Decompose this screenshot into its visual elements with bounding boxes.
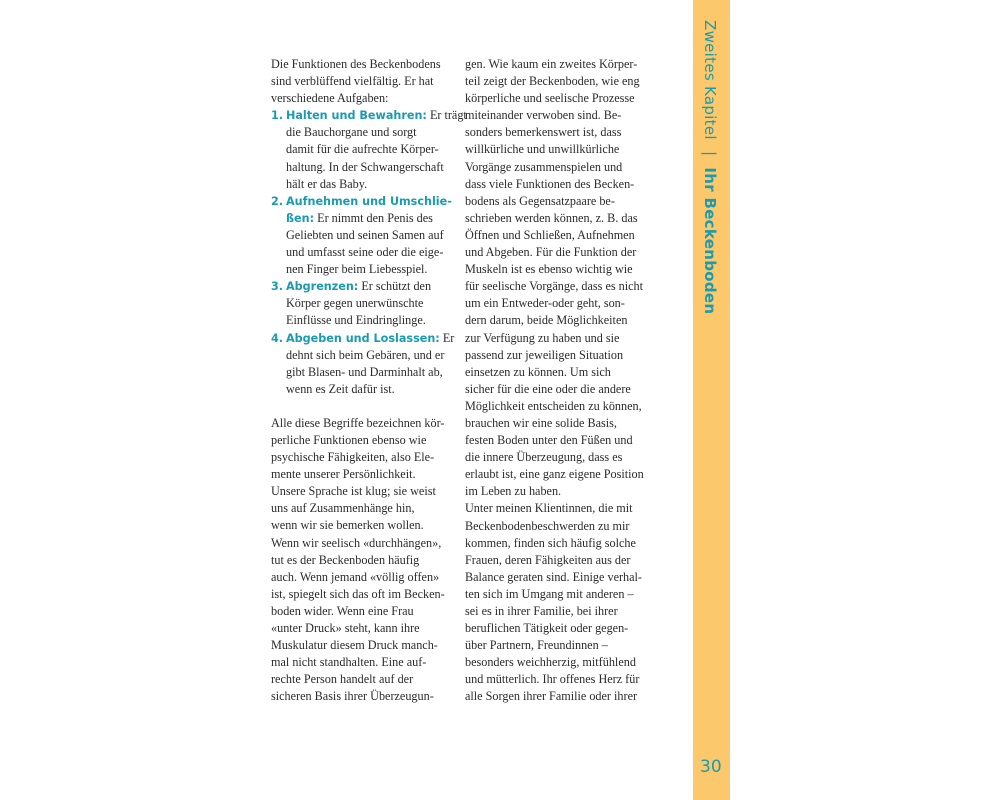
- chapter-title: Ihr Beckenboden: [701, 167, 719, 315]
- chapter-heading: [701, 20, 719, 314]
- text-line: rechte Person handelt auf der: [271, 672, 414, 687]
- text-line: mente unserer Persönlichkeit.: [271, 467, 416, 482]
- text-line: haltung. In der Schwangerschaft: [286, 159, 444, 174]
- text-line: Muskeln ist es ebenso wichtig wie: [465, 262, 633, 277]
- text-line: Geliebten und seinen Samen auf: [286, 227, 444, 242]
- text-line: Beckenbodenbeschwerden zu mir: [465, 518, 630, 533]
- text-line: im Leben zu haben.: [465, 484, 562, 499]
- text-line: hält er das Baby.: [286, 176, 368, 191]
- chapter-separator: |: [701, 150, 719, 157]
- text-line: Vorgänge zusammenspielen und: [465, 159, 623, 174]
- text-line: gen. Wie kaum ein zweites Körper-: [465, 57, 638, 71]
- text-line: körperliche und seelische Prozesse: [465, 91, 635, 106]
- text-line: uns auf Zusammenhänge hin,: [271, 501, 415, 516]
- text-line: Die Funktionen des Beckenbodens: [271, 57, 441, 71]
- text-line: und Abgeben. Für die Funktion der: [465, 245, 637, 260]
- text-line: auch. Wenn jemand «völlig offen»: [271, 569, 440, 584]
- text-line: sicher für die eine oder die andere: [465, 381, 631, 396]
- text-line: um ein Entweder-oder geht, son-: [465, 296, 625, 311]
- text-line: Frauen, deren Fähigkeiten aus der: [465, 552, 631, 567]
- list-item-4: [271, 330, 461, 347]
- text-line: Balance geraten sind. Einige verhal-: [465, 569, 642, 584]
- text-line: wenn wir sie bemerken wollen.: [271, 518, 424, 533]
- list-text: Er nimmt den Penis des: [314, 210, 433, 225]
- text-line: kommen, finden sich häufig solche: [465, 535, 636, 550]
- text-line: und umfasst seine oder die eige-: [286, 245, 444, 260]
- list-text: Er schützt den: [358, 279, 432, 294]
- text-line: gibt Blasen- und Darminhalt ab,: [286, 364, 443, 379]
- text-line: [271, 210, 461, 227]
- text-line: miteinander verwoben sind. Be-: [465, 108, 622, 123]
- text-line: dass viele Funktionen des Becken-: [465, 176, 635, 191]
- text-line: erlaubt ist, eine ganz eigene Position: [465, 467, 644, 482]
- text-line: Einflüsse und Eindringlinge.: [286, 313, 426, 328]
- text-line: tut es der Beckenboden häufig: [271, 552, 420, 567]
- list-heading: Halten und Bewahren:: [286, 109, 427, 123]
- text-line: nen Finger beim Liebesspiel.: [286, 262, 428, 277]
- list-item-2: [271, 193, 461, 210]
- text-line: dehnt sich beim Gebären, und er: [286, 347, 445, 362]
- text-line: damit für die aufrechte Körper-: [286, 142, 439, 157]
- text-line: teil zeigt der Beckenboden, wie eng: [465, 74, 640, 89]
- text-line: brauchen wir eine solide Basis,: [465, 415, 617, 430]
- list-heading: Abgeben und Loslassen:: [286, 331, 440, 345]
- text-line: festen Boden unter den Füßen und: [465, 433, 633, 448]
- list-number: 2.: [271, 194, 284, 208]
- text-line: perliche Funktionen ebenso wie: [271, 432, 427, 447]
- text-line: die innere Überzeugung, dass es: [465, 450, 623, 465]
- text-column-left: [271, 56, 467, 705]
- text-line: alle Sorgen ihrer Familie oder ihrer: [465, 689, 638, 704]
- text-line: Muskulatur diesem Druck manch-: [271, 638, 438, 653]
- list-item-3: [271, 278, 461, 295]
- text-line: einsetzen zu können. Um sich: [465, 364, 611, 379]
- text-line: schrieben werden können, z. B. das: [465, 210, 638, 225]
- list-number: 4.: [271, 331, 284, 345]
- text-line: zur Verfügung zu haben und sie: [465, 330, 620, 345]
- text-line: dern darum, beide Möglichkeiten: [465, 313, 628, 328]
- list-text: Er trägt: [426, 108, 467, 123]
- text-line: ist, spiegelt sich das oft im Becken-: [271, 586, 445, 601]
- text-line: willkürliche und unwillkürliche: [465, 142, 620, 157]
- text-line: Wenn wir seelisch «durchhängen»,: [271, 535, 442, 550]
- text-line: mal nicht standhalten. Eine auf-: [271, 655, 427, 670]
- text-line: sind verblüffend vielfältig. Er hat: [271, 74, 434, 89]
- text-line: verschiedene Aufgaben:: [271, 91, 389, 106]
- text-line: wenn es Zeit dafür ist.: [286, 381, 395, 396]
- list-item-1: [271, 107, 467, 124]
- text-line: Öffnen und Schließen, Aufnehmen: [465, 227, 635, 242]
- text-line: Unsere Sprache ist klug; sie weist: [271, 484, 436, 499]
- text-line: «unter Druck» steht, kann ihre: [271, 621, 420, 635]
- paragraph-gap: [271, 398, 461, 415]
- list-heading: Abgrenzen:: [286, 280, 359, 294]
- chapter-label: Zweites Kapitel: [701, 20, 719, 140]
- text-line: ten sich im Umgang mit anderen –: [465, 586, 634, 601]
- text-line: beruflichen Tätigkeit oder gegen-: [465, 621, 629, 636]
- text-line: psychische Fähigkeiten, also Ele-: [271, 450, 435, 465]
- text-line: Unter meinen Klientinnen, die mit: [465, 501, 633, 516]
- text-column-right: [465, 56, 655, 706]
- text-line: und mütterlich. Ihr offenes Herz für: [465, 672, 640, 687]
- text-line: sei es in ihrer Familie, bei ihrer: [465, 604, 618, 618]
- text-line: die Bauchorgane und sorgt: [286, 125, 417, 140]
- list-number: 3.: [271, 280, 284, 294]
- text-line: Körper gegen unerwünschte: [286, 296, 424, 311]
- text-line: bodens als Gegensatzpaare be-: [465, 193, 615, 208]
- text-line: passend zur jeweiligen Situation: [465, 347, 624, 362]
- text-line: für seelische Vorgänge, dass es nicht: [465, 279, 644, 294]
- text-line: boden wider. Wenn eine Frau: [271, 603, 414, 618]
- text-line: besonders weichherzig, mitfühlend: [465, 655, 636, 670]
- text-line: sicheren Basis ihrer Überzeugun-: [271, 689, 434, 704]
- text-line: Möglichkeit entscheiden zu können,: [465, 398, 642, 413]
- text-line: sonders bemerkenswert ist, dass: [465, 125, 622, 140]
- list-number: 1.: [271, 109, 284, 123]
- text-line: Alle diese Begriffe bezeichnen kör-: [271, 415, 445, 430]
- list-heading: Aufnehmen und Umschlie-: [286, 194, 452, 208]
- list-heading-continued: ßen:: [286, 211, 315, 225]
- text-line: über Partnern, Freundinnen –: [465, 638, 608, 653]
- page-number: 30: [700, 757, 722, 777]
- list-text: Er: [439, 330, 455, 345]
